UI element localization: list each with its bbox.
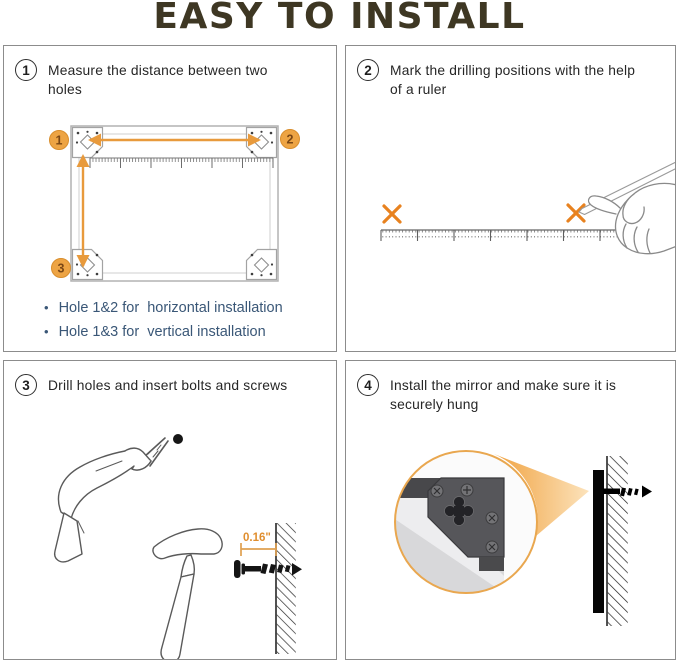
step-1-title: Measure the distance between two holes (48, 63, 268, 97)
svg-text:2: 2 (286, 132, 294, 147)
drilling-illustration (4, 361, 336, 659)
panel-step-2 (345, 45, 676, 352)
depth-label: 0.16" (243, 532, 271, 544)
panel-step-1 (3, 45, 337, 352)
marking-illustration (346, 46, 675, 351)
depth-dimension (241, 543, 276, 556)
wall-mount-icon (593, 456, 652, 626)
step-2-title: Mark the drilling positions with the help of a ruler (390, 63, 636, 97)
mirror-measure-illustration (4, 106, 338, 296)
hammer-icon (153, 529, 222, 659)
note-vertical: • Hole 1&3 for vertical installation (58, 324, 266, 340)
step-3-title: Drill holes and insert bolts and screws (48, 378, 288, 393)
mirror-profile-bar (593, 470, 604, 613)
hole-3-badge (52, 259, 71, 278)
ruler (381, 230, 637, 241)
wall-hatch (276, 523, 296, 654)
hanging-illustration (346, 361, 675, 659)
installation-notes (44, 296, 283, 344)
drill-icon (55, 438, 168, 562)
note-item (44, 296, 283, 320)
step-4-title: Install the mirror and make sure it is securely hung (390, 378, 617, 412)
mirror-frame (71, 126, 278, 281)
step-2-number-badge: 2 (357, 59, 379, 81)
note-item (44, 320, 283, 344)
page-title: EASY TO INSTALL (153, 0, 526, 37)
x-mark-left (384, 206, 400, 222)
wall-hatch (608, 456, 628, 626)
step-1-header (4, 46, 336, 99)
note-horizontal: • Hole 1&2 for horizontal installation (58, 300, 283, 316)
panel-step-4 (345, 360, 676, 660)
step-3-number-badge: 3 (15, 374, 37, 396)
svg-text:3: 3 (57, 261, 65, 276)
step-4-number-badge: 4 (357, 374, 379, 396)
hole-2-badge (281, 130, 300, 149)
step-1-number-badge: 1 (15, 59, 37, 81)
drilled-hole-dot (173, 434, 183, 444)
svg-text:1: 1 (55, 133, 63, 148)
hole-1-badge (50, 131, 69, 150)
hand-pencil-icon (579, 160, 675, 254)
panel-step-3 (3, 360, 337, 660)
